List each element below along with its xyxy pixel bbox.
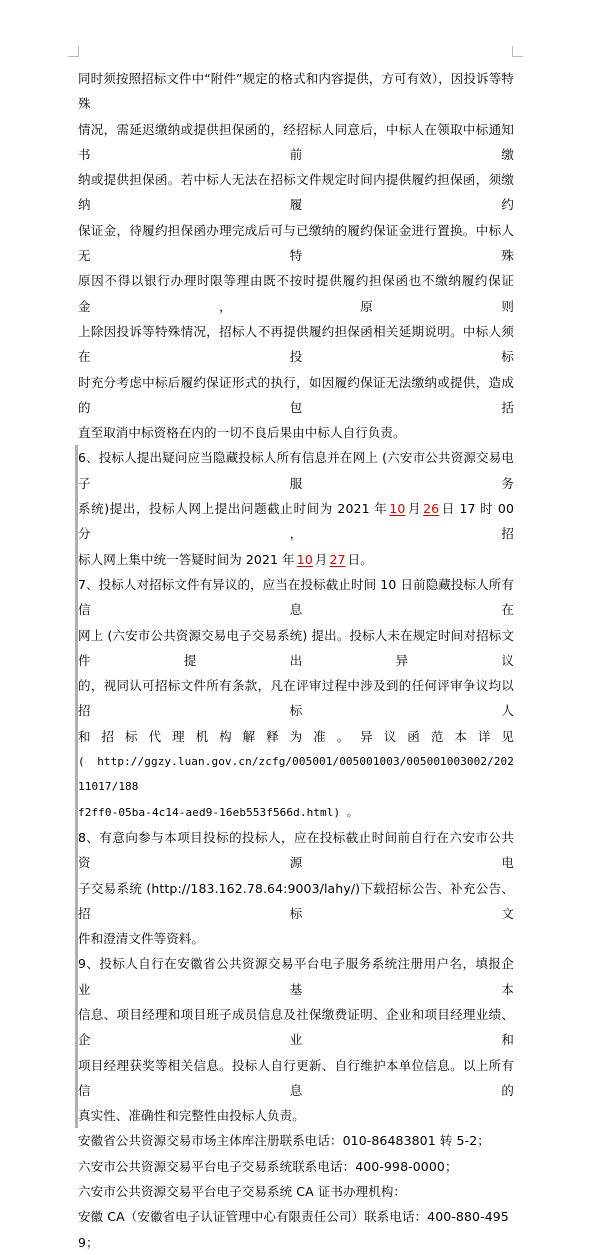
text-line: 信息、项目经理和项目班子成员信息及社保缴费证明、企业和项目经理业绩、企业和: [78, 1006, 514, 1048]
paragraph-item-6-questions: [78, 445, 514, 571]
contact-line: 安徽 CA（安徽省电子认证管理中心有限责任公司）联系电话：400-880-4959；: [78, 1209, 509, 1250]
text-line: 真实性、准确性和完整性由投标人负责。: [78, 1108, 305, 1124]
crop-mark-top-right: [512, 46, 523, 57]
text-line: 9、投标人自行在安徽省公共资源交易平台电子服务系统注册用户名，填报企业基本: [78, 956, 514, 997]
answer-month: 10: [296, 551, 313, 567]
text-line: 直至取消中标资格在内的一切不良后果由中标人自行负责。: [78, 425, 406, 441]
text-line: 子交易系统 (http://183.162.78.64:9003/lahy/)下载招标公告、补充公告、招标文: [78, 880, 514, 921]
crop-mark-top-left: [68, 46, 79, 57]
paragraph-item-8-download: [78, 825, 514, 951]
text-line: 情况，需延迟缴纳或提供担保函的，经招标人同意后，中标人在领取中标通知书前缴: [78, 121, 514, 162]
text-line: 和 招 标 代 理 机 构 解 释 为 准 。 异 议 函 范 本 详 见: [78, 728, 514, 744]
paragraph-performance-bond: [78, 66, 514, 445]
text-run: 日 17 时 00 分，招: [78, 501, 514, 542]
text-line: 网上 (六安市公共资源交易电子交易系统) 提出。投标人未在规定时间对招标文件提出异议: [78, 627, 514, 668]
text-run: 日。: [347, 551, 373, 567]
text-line: [78, 547, 514, 572]
document-body: [78, 66, 514, 1255]
text-run: 月: [407, 501, 422, 517]
text-line: 7、投标人对招标文件有异议的，应当在投标截止时间 10 日前隐藏投标人所有信息在: [78, 576, 514, 618]
text-line: 时充分考虑中标后履约保证形式的执行，如因履约保证无法缴纳或提供，造成的包括: [78, 374, 514, 415]
text-run: 月: [314, 551, 328, 567]
text-line: 8、有意向参与本项目投标的投标人，应在投标截止时间前自行在六安市公共资源电: [78, 829, 514, 871]
text-run: 系统)提出，投标人网上提出问题截止时间为 2021 年: [78, 501, 388, 517]
question-deadline-month: 10: [389, 501, 406, 517]
text-line: 件和澄清文件等资料。: [78, 931, 205, 947]
text-line: 同时须按照招标文件中“附件”规定的格式和内容提供，方可有效），因投诉等特殊: [78, 71, 514, 112]
contact-line: 六安市公共资源交易平台电子交易系统 CA 证书办理机构：: [78, 1184, 407, 1200]
text-line: 纳或提供担保函。若中标人无法在招标文件规定时间内提供履约担保函，须缴纳履约: [78, 172, 514, 213]
text-run: 标人网上集中统一答疑时间为 2021 年: [78, 551, 295, 567]
question-deadline-day: 26: [423, 501, 440, 517]
text-line: 上除因投诉等特殊情况，招标人不再提供履约担保函相关延期说明。中标人须在投标: [78, 323, 514, 365]
paragraph-item-7-objections: [78, 572, 514, 825]
answer-day: 27: [329, 551, 346, 567]
objection-template-link-cont[interactable]: f2ff0-05ba-4c14-aed9-16eb553f566d.html) 。: [78, 805, 359, 819]
paragraph-item-9-registration: [78, 951, 514, 1128]
text-line: 保证金，待履约担保函办理完成后可与已缴纳的履约保证金进行置换。中标人无特殊: [78, 222, 514, 264]
text-line: 原因不得以银行办理时限等理由既不按时提供履约担保函也不缴纳履约保证金，原则: [78, 273, 514, 314]
text-line: 6、投标人提出疑问应当隐藏投标人所有信息并在网上 (六安市公共资源交易电子服务: [78, 450, 514, 491]
contact-line: 六安市公共资源交易平台电子交易系统联系电话：400-998-0000；: [78, 1158, 458, 1174]
text-line: 的，视同认可招标文件所有条款，凡在评审过程中涉及到的任何评审争议均以招标人: [78, 678, 514, 719]
text-line: 项目经理获奖等相关信息。投标人自行更新、自行维护本单位信息。以上所有信息的: [78, 1057, 514, 1098]
contact-line: 安徽省公共资源交易市场主体库注册联系电话：010-86483801 转 5-2；: [78, 1133, 490, 1149]
objection-template-link[interactable]: ( http://ggzy.luan.gov.cn/zcfg/005001/005001003/005001003002/20211017/188: [78, 755, 514, 794]
contact-list: [78, 1128, 514, 1254]
text-line: [78, 496, 514, 547]
